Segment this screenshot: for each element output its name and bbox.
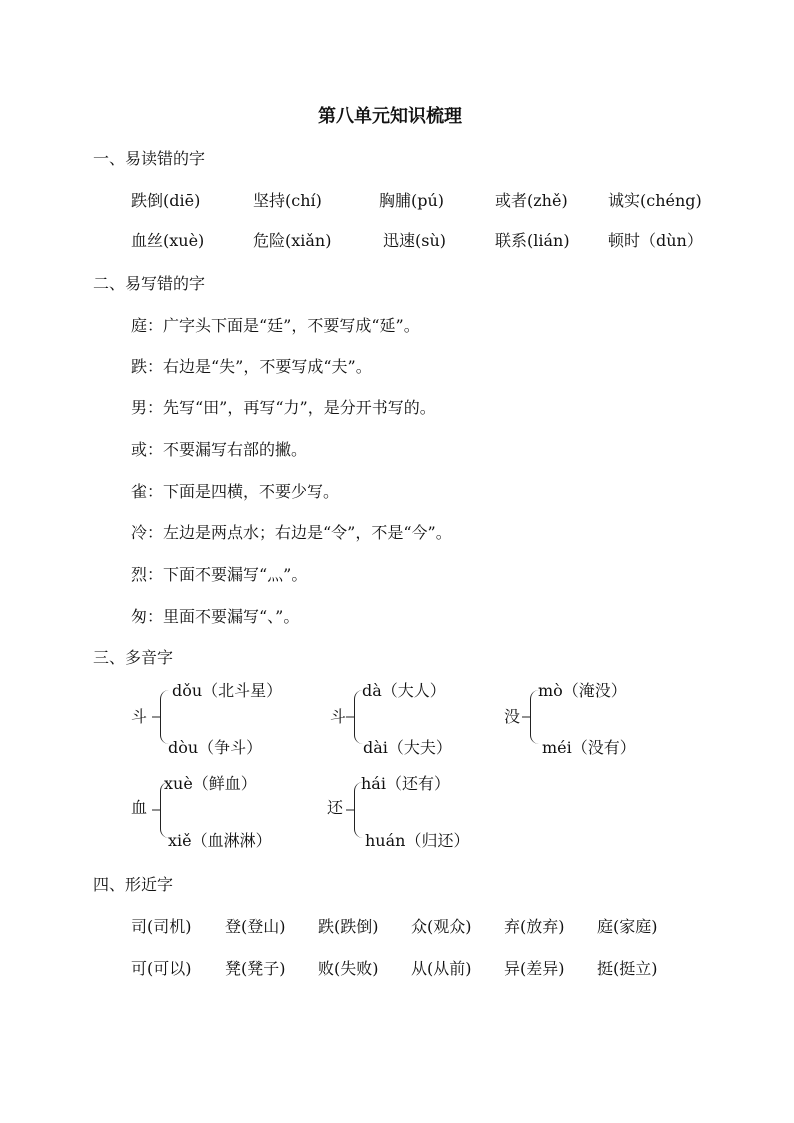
word-item: 从(从前) xyxy=(411,959,472,978)
word-item: 登(登山) xyxy=(225,917,286,936)
reading-bottom: méi（没有） xyxy=(542,738,636,757)
word-item: 弃(放弃) xyxy=(504,917,565,936)
word-item: 联系(lián) xyxy=(495,231,570,250)
word-item: 异(差异) xyxy=(504,959,565,978)
word-item: 跌倒(diē) xyxy=(131,191,201,210)
reading-bottom: huán（归还） xyxy=(365,831,470,850)
reading-bottom: xiě（血淋淋） xyxy=(168,831,272,850)
polyphone-char: 斗 xyxy=(131,707,148,726)
section-heading-2: 二、易写错的字 xyxy=(93,274,206,293)
reading-top: hái（还有） xyxy=(361,774,450,793)
rule-line: 匆：里面不要漏写“、”。 xyxy=(131,607,300,626)
rule-line: 雀：下面是四横，不要少写。 xyxy=(131,482,340,501)
reading-bottom: dòu（争斗） xyxy=(168,738,263,757)
section-heading-1: 一、易读错的字 xyxy=(93,149,206,168)
word-item: 庭(家庭) xyxy=(597,917,658,936)
polyphone-char: 还 xyxy=(327,798,344,817)
reading-top: dà（大人） xyxy=(362,681,446,700)
word-item: 胸脯(pú) xyxy=(379,191,445,210)
word-item: 可(可以) xyxy=(131,959,192,978)
word-item: 坚持(chí) xyxy=(253,191,322,210)
polyphone-char: 血 xyxy=(131,798,148,817)
page-title: 第八单元知识梳理 xyxy=(318,106,462,127)
brace-icon xyxy=(160,690,169,744)
section-heading-4: 四、形近字 xyxy=(93,875,174,894)
polyphone-char: 斗 xyxy=(330,707,347,726)
word-item: 诚实(chéng) xyxy=(608,191,702,210)
word-item: 挺(挺立) xyxy=(597,959,658,978)
word-item: 凳(凳子) xyxy=(225,959,286,978)
rule-line: 烈：下面不要漏写“灬”。 xyxy=(131,565,308,584)
section-heading-3: 三、多音字 xyxy=(93,648,174,667)
rule-line: 庭：广字头下面是“廷”，不要写成“延”。 xyxy=(131,316,420,335)
rule-line: 冷：左边是两点水；右边是“令”，不是“今”。 xyxy=(131,523,452,542)
reading-bottom: dài（大夫） xyxy=(363,738,452,757)
reading-top: mò（淹没） xyxy=(538,681,627,700)
reading-top: xuè（鲜血） xyxy=(164,774,257,793)
word-item: 危险(xiǎn) xyxy=(253,231,332,250)
word-item: 众(观众) xyxy=(411,917,472,936)
word-item: 血丝(xuè) xyxy=(131,231,205,250)
word-item: 顿时（dùn） xyxy=(608,231,703,250)
reading-top: dǒu（北斗星） xyxy=(172,681,283,700)
rule-line: 跌：右边是“失”，不要写成“夫”。 xyxy=(131,357,372,376)
rule-line: 男：先写“田”，再写“力”，是分开书写的。 xyxy=(131,398,436,417)
polyphone-char: 没 xyxy=(504,707,521,726)
word-item: 跌(跌倒) xyxy=(318,917,379,936)
word-item: 败(失败) xyxy=(318,959,379,978)
word-item: 迅速(sù) xyxy=(383,231,447,250)
rule-line: 或：不要漏写右部的撇。 xyxy=(131,440,308,459)
word-item: 司(司机) xyxy=(131,917,192,936)
word-item: 或者(zhě) xyxy=(495,191,568,210)
